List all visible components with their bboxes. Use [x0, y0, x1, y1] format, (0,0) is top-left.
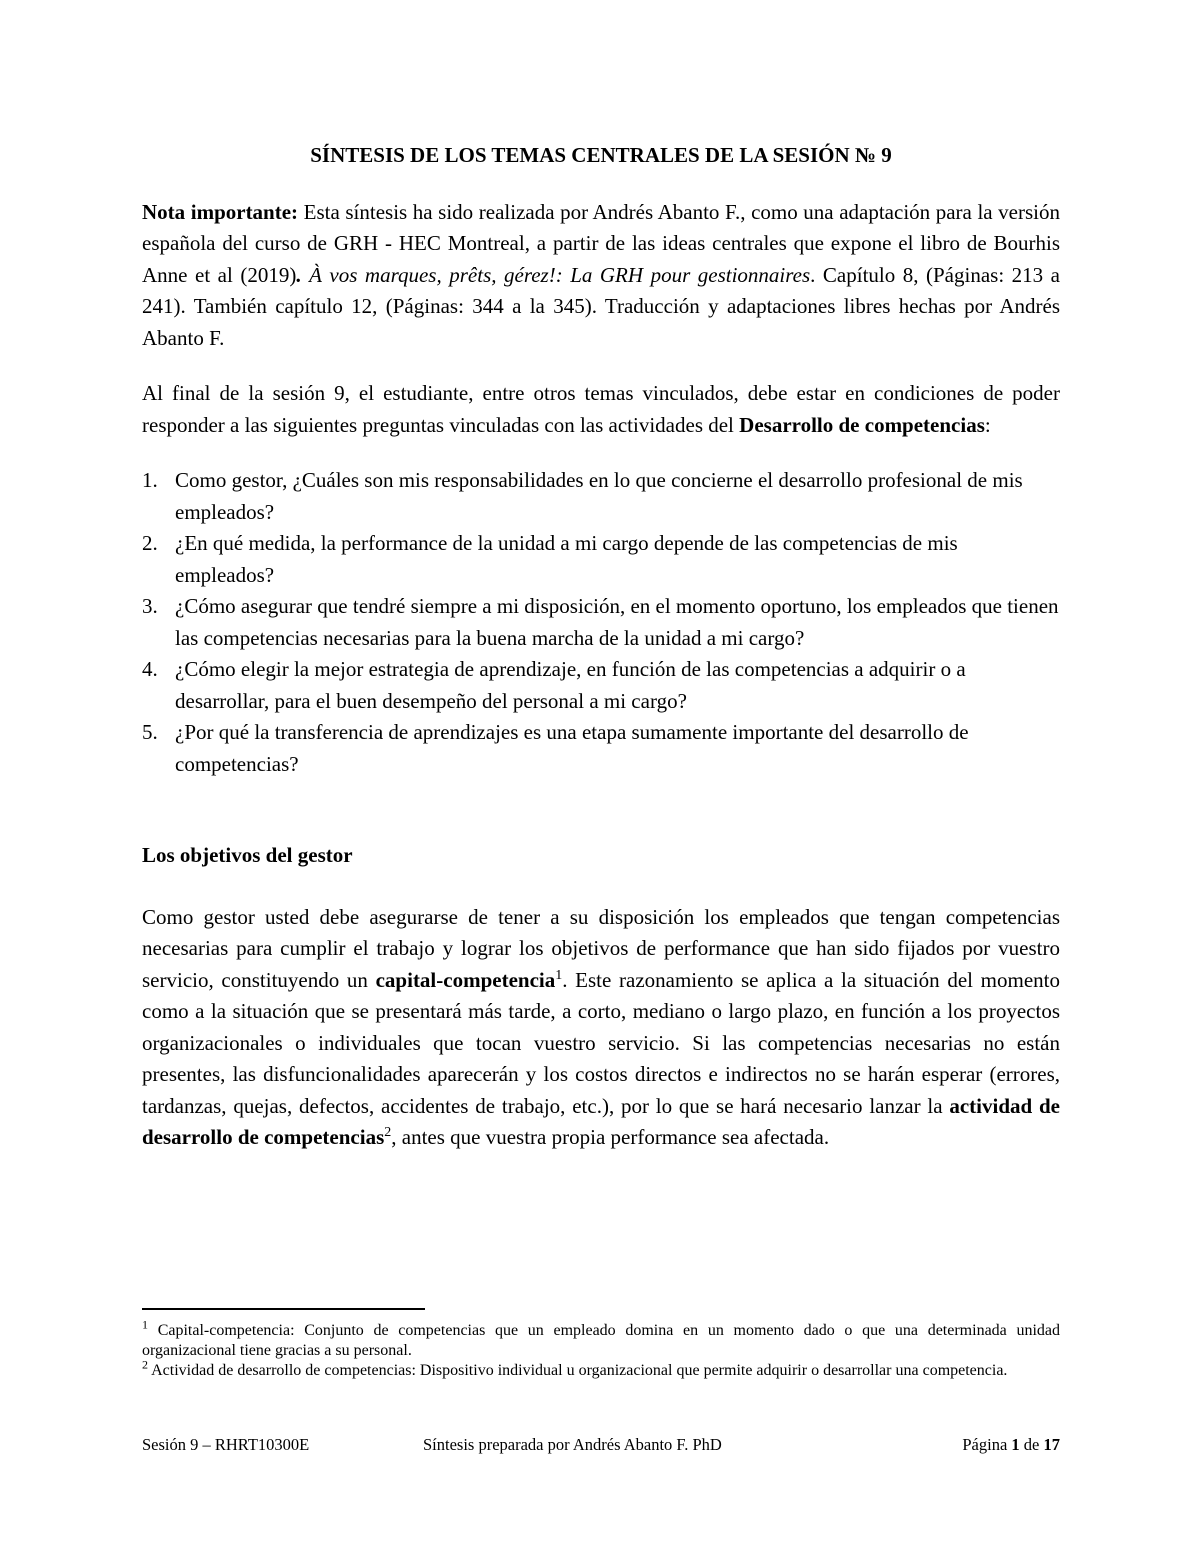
list-item: [142, 591, 1060, 654]
important-note-text: Esta síntesis ha sido realizada por Andrés Abanto F., como una adaptación para la versión española del curso de GRH - HEC Montreal, a partir de las ideas centrales que expone el libro de Bourhis Anne et al (2019): [142, 199, 1060, 287]
list-item-text: ¿Cómo asegurar que tendré siempre a mi disposición, en el momento oportuno, los empleados que tienen las competencias necesarias para la buena marcha de la unidad a mi cargo?: [175, 594, 1059, 650]
capital-competencia-term: capital-competencia: [375, 967, 556, 992]
important-note-text-end: . Capítulo 8, (Páginas: 213 a 241). También capítulo 12, (Páginas: 344 a la 345). Traducción y adaptaciones libres hechas por Andrés Abanto F.: [142, 262, 1060, 350]
intro-end: :: [984, 412, 991, 437]
footnote-text: Actividad de desarrollo de competencias: Dispositivo individual u organizacional que permite adquirir o desarrollar una competencia.: [148, 1362, 1008, 1379]
page-label: Página: [962, 1435, 1012, 1454]
list-item-number: 5.: [142, 720, 158, 744]
intro-text: Al final de la sesión 9, el estudiante, entre otros temas vinculados, debe estar en condiciones de poder responder a las siguientes preguntas vinculadas con las actividades del: [142, 381, 1060, 437]
footer-author: Síntesis preparada por Andrés Abanto F. PhD: [423, 1435, 722, 1454]
footnote-item: [142, 1357, 1060, 1381]
list-item-number: 2.: [142, 531, 158, 555]
important-note-label: Nota importante:: [142, 199, 299, 224]
list-item: [142, 654, 1060, 717]
list-item-number: 4.: [142, 657, 158, 681]
intro-bold-topic: Desarrollo de competencias: [739, 412, 985, 437]
page-total: 17: [1043, 1435, 1060, 1454]
footnote-number: 1: [142, 1317, 148, 1332]
footnote-number: 2: [142, 1357, 148, 1372]
section-body-paragraph: [142, 902, 1060, 1154]
questions-list: [142, 465, 1060, 780]
footnote-ref-1[interactable]: 1: [555, 967, 563, 983]
section-heading: Los objetivos del gestor: [142, 843, 353, 867]
list-item: [142, 717, 1060, 780]
list-item-text: Como gestor, ¿Cuáles son mis responsabilidades en lo que concierne el desarrollo profesional de mis empleados?: [175, 468, 1023, 524]
desarrollo-competencias-term: actividad de desarrollo de competencias: [142, 1093, 1060, 1149]
section-text-2: . Este razonamiento se aplica a la situación del momento como a la situación que se presentará más tarde, a corto, mediano o largo plazo, en función a los proyectos organizacionales o individuales que tocan vuestro servicio. Si las competencias necesarias no están presentes, las disfuncionalidades aparecerán y los costos directos e indirectos no se harán esperar (errores, tardanzas, quejas, defectos, accidentes de trabajo, etc.), por lo que se hará necesario lanzar la: [142, 967, 1060, 1118]
page-of: de: [1019, 1435, 1044, 1454]
list-item-text: ¿Por qué la transferencia de aprendizajes es una etapa sumamente importante del desarrollo de competencias?: [175, 720, 969, 776]
intro-paragraph: [142, 378, 1060, 441]
list-item: [142, 528, 1060, 591]
book-title: À vos marques, prêts, gérez!: La GRH pour gestionnaires: [301, 262, 811, 287]
footnote-item: [142, 1317, 1060, 1361]
page-title: SÍNTESIS DE LOS TEMAS CENTRALES DE LA SESIÓN № 9: [310, 143, 892, 167]
important-note-period: .: [296, 262, 302, 287]
section-text-3: , antes que vuestra propia performance sea afectada.: [391, 1125, 830, 1149]
footnote-ref-2[interactable]: 2: [384, 1125, 392, 1140]
footer-page-number: [962, 1434, 1060, 1456]
list-item-text: ¿Cómo elegir la mejor estrategia de aprendizaje, en función de las competencias a adquirir o a desarrollar, para el buen desempeño del personal a mi cargo?: [175, 657, 966, 713]
page-current: 1: [1011, 1435, 1020, 1454]
important-note-paragraph: [142, 197, 1060, 355]
footnotes: [142, 1317, 1060, 1381]
section-text-1: Como gestor usted debe asegurarse de tener a su disposición los empleados que tengan competencias necesarias para cumplir el trabajo y lograr los objetivos de performance que han sido fijados por vuestro servicio, constituyendo un: [142, 904, 1060, 992]
main-content: [142, 140, 1060, 1154]
list-item-number: 3.: [142, 594, 158, 618]
list-item-text: ¿En qué medida, la performance de la unidad a mi cargo depende de las competencias de mis empleados?: [175, 531, 958, 587]
list-item: [142, 465, 1060, 528]
list-item-number: 1.: [142, 468, 158, 492]
footnote-text: Capital-competencia: Conjunto de competencias que un empleado domina en un momento dado o que una determinada unidad organizacional tiene gracias a su personal.: [142, 1322, 1060, 1359]
footnote-divider: [142, 1308, 425, 1310]
footer-session: Sesión 9 – RHRT10300E: [142, 1435, 310, 1454]
